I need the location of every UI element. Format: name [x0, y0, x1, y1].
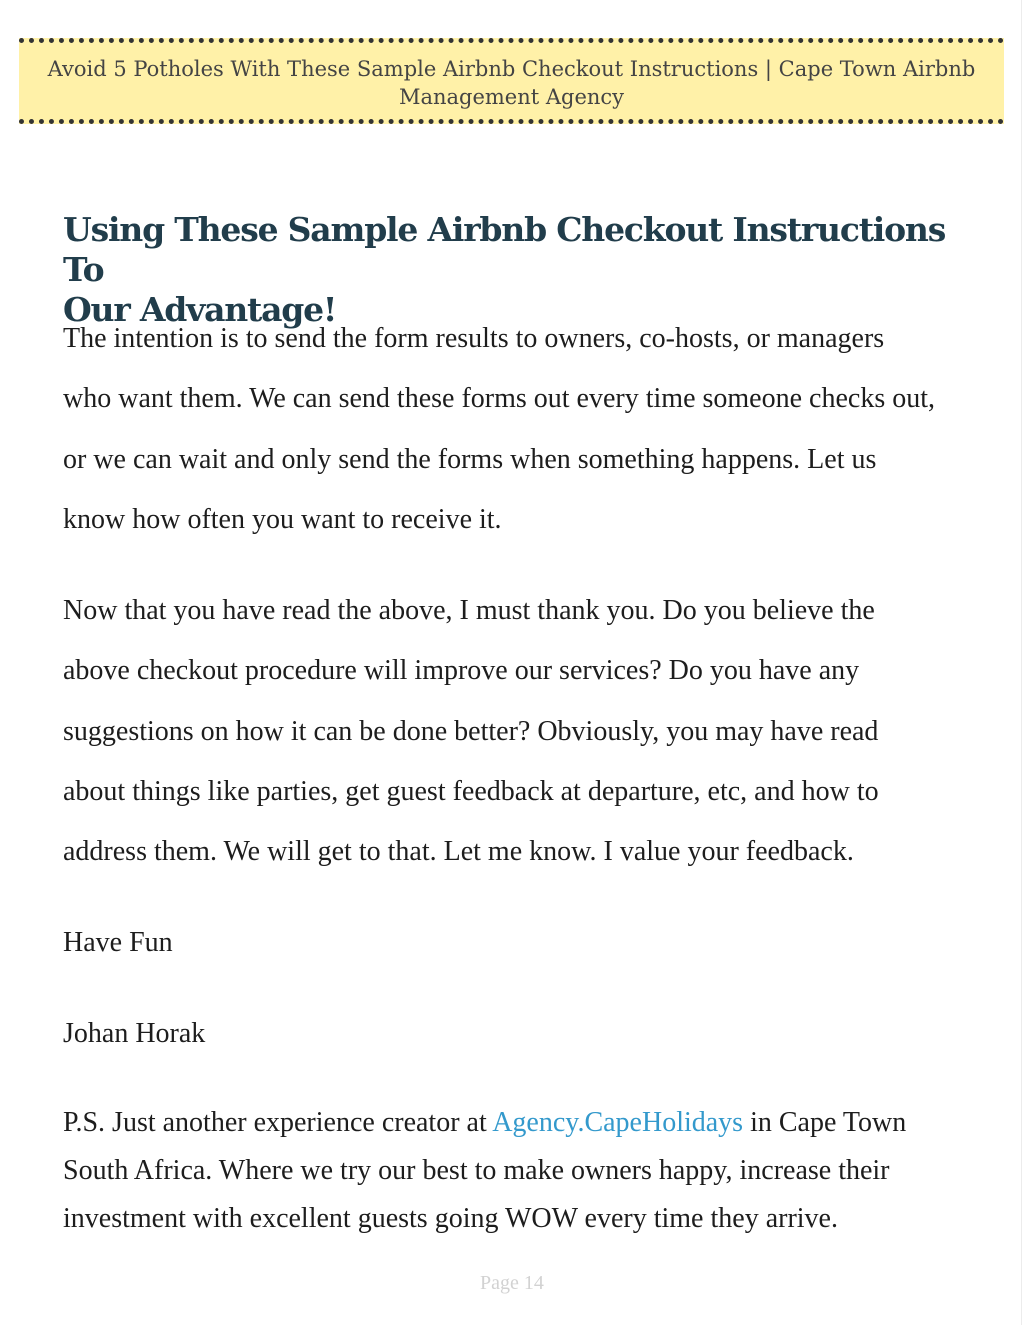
author-signature: Johan Horak [63, 1018, 206, 1049]
paragraph-line: Now that you have read the above, I must thank you. Do you believe the [63, 595, 875, 626]
postscript-location-text: in Cape Town [743, 1107, 907, 1138]
document-header-banner [19, 38, 1004, 124]
header-title-line-1: Avoid 5 Potholes With These Sample Airbnb Checkout Instructions | Cape Town Airbnb [47, 57, 976, 81]
paragraph-line: or we can wait and only send the forms when something happens. Let us [63, 443, 877, 475]
page-number: Page 14 [480, 1272, 544, 1294]
paragraph-line: above checkout procedure will improve our services? Do you have any [63, 655, 860, 687]
paragraph-line: The intention is to send the form results to owners, co-hosts, or managers [63, 323, 885, 354]
section-heading-line-2: Our Advantage! [63, 290, 337, 329]
page-edge-divider [1021, 0, 1022, 1325]
closing-greeting: Have Fun [63, 927, 173, 958]
paragraph-line: about things like parties, get guest feedback at departure, etc, and how to [63, 775, 879, 807]
section-heading-line-1: Using These Sample Airbnb Checkout Instructions To [63, 210, 946, 289]
paragraph-line: suggestions on how it can be done better? Obviously, you may have read [63, 715, 879, 747]
postscript-intro-text: P.S. Just another experience creator at [63, 1107, 493, 1138]
header-title-line-2: Management Agency [398, 85, 625, 109]
postscript [63, 1099, 983, 1243]
postscript-line-3: investment with excellent guests going WOW every time they arrive. [63, 1203, 838, 1234]
postscript-line-2: South Africa. Where we try our best to make owners happy, increase their [63, 1155, 890, 1186]
paragraph-line: who want them. We can send these forms out every time someone checks out, [63, 383, 935, 415]
paragraph-line: address them. We will get to that. Let me know. I value your feedback. [63, 836, 854, 868]
paragraph-thanks [63, 581, 983, 882]
paragraph-intent [63, 309, 983, 550]
agency-link[interactable]: Agency.CapeHolidays [492, 1107, 744, 1138]
paragraph-line: know how often you want to receive it. [63, 503, 502, 535]
postscript-line-1 [63, 1099, 983, 1147]
